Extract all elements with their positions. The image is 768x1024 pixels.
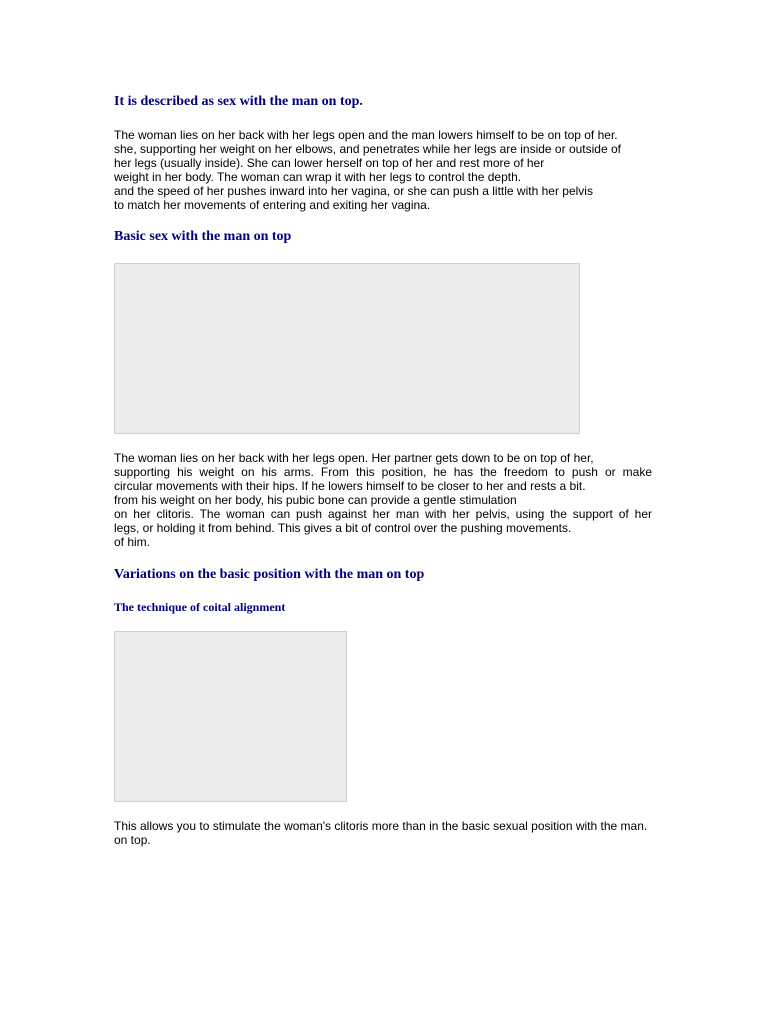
text-line: she, supporting her weight on her elbows, and penetrates while her legs are inside or outside of	[114, 142, 621, 156]
text-line: and the speed of her pushes inward into her vagina, or she can push a little with her pelvis	[114, 184, 593, 198]
text-line: to match her movements of entering and exiting her vagina.	[114, 198, 431, 212]
text-line: from his weight on her body, his pubic bone can provide a gentle stimulation	[114, 493, 517, 507]
text-line: circular movements with their hips. If he lowers himself to be closer to her and rests a bit.	[114, 479, 586, 493]
photo-placeholder	[114, 263, 580, 434]
text-line: The woman lies on her back with her legs open. Her partner gets down to be on top of her,	[114, 451, 594, 465]
intro-paragraph	[114, 128, 652, 212]
text-line: on top.	[114, 833, 151, 847]
text-line: supporting his weight on his arms. From this position, he has the freedom to push or make	[114, 465, 652, 479]
text-line: The woman lies on her back with her legs open and the man lowers himself to be on top of her.	[114, 128, 618, 142]
subsection-heading: The technique of coital alignment	[114, 600, 286, 614]
photo-placeholder	[114, 631, 347, 802]
section-heading-variations: Variations on the basic position with the man on top	[114, 567, 425, 582]
section-heading-basic: Basic sex with the man on top	[114, 229, 292, 244]
section-heading-intro: It is described as sex with the man on top.	[114, 94, 363, 109]
text-line: on her clitoris. The woman can push against her man with her pelvis, using the support of her	[114, 507, 652, 521]
text-line: weight in her body. The woman can wrap it with her legs to control the depth.	[114, 170, 522, 184]
text-line: her legs (usually inside). She can lower herself on top of her and rest more of her	[114, 156, 545, 170]
variations-paragraph	[114, 819, 674, 847]
text-line: legs, or holding it from behind. This gives a bit of control over the pushing movements.	[114, 521, 572, 535]
text-line: of him.	[114, 535, 151, 549]
text-line: This allows you to stimulate the woman's clitoris more than in the basic sexual position with the man.	[114, 819, 648, 833]
basic-paragraph	[114, 451, 652, 549]
